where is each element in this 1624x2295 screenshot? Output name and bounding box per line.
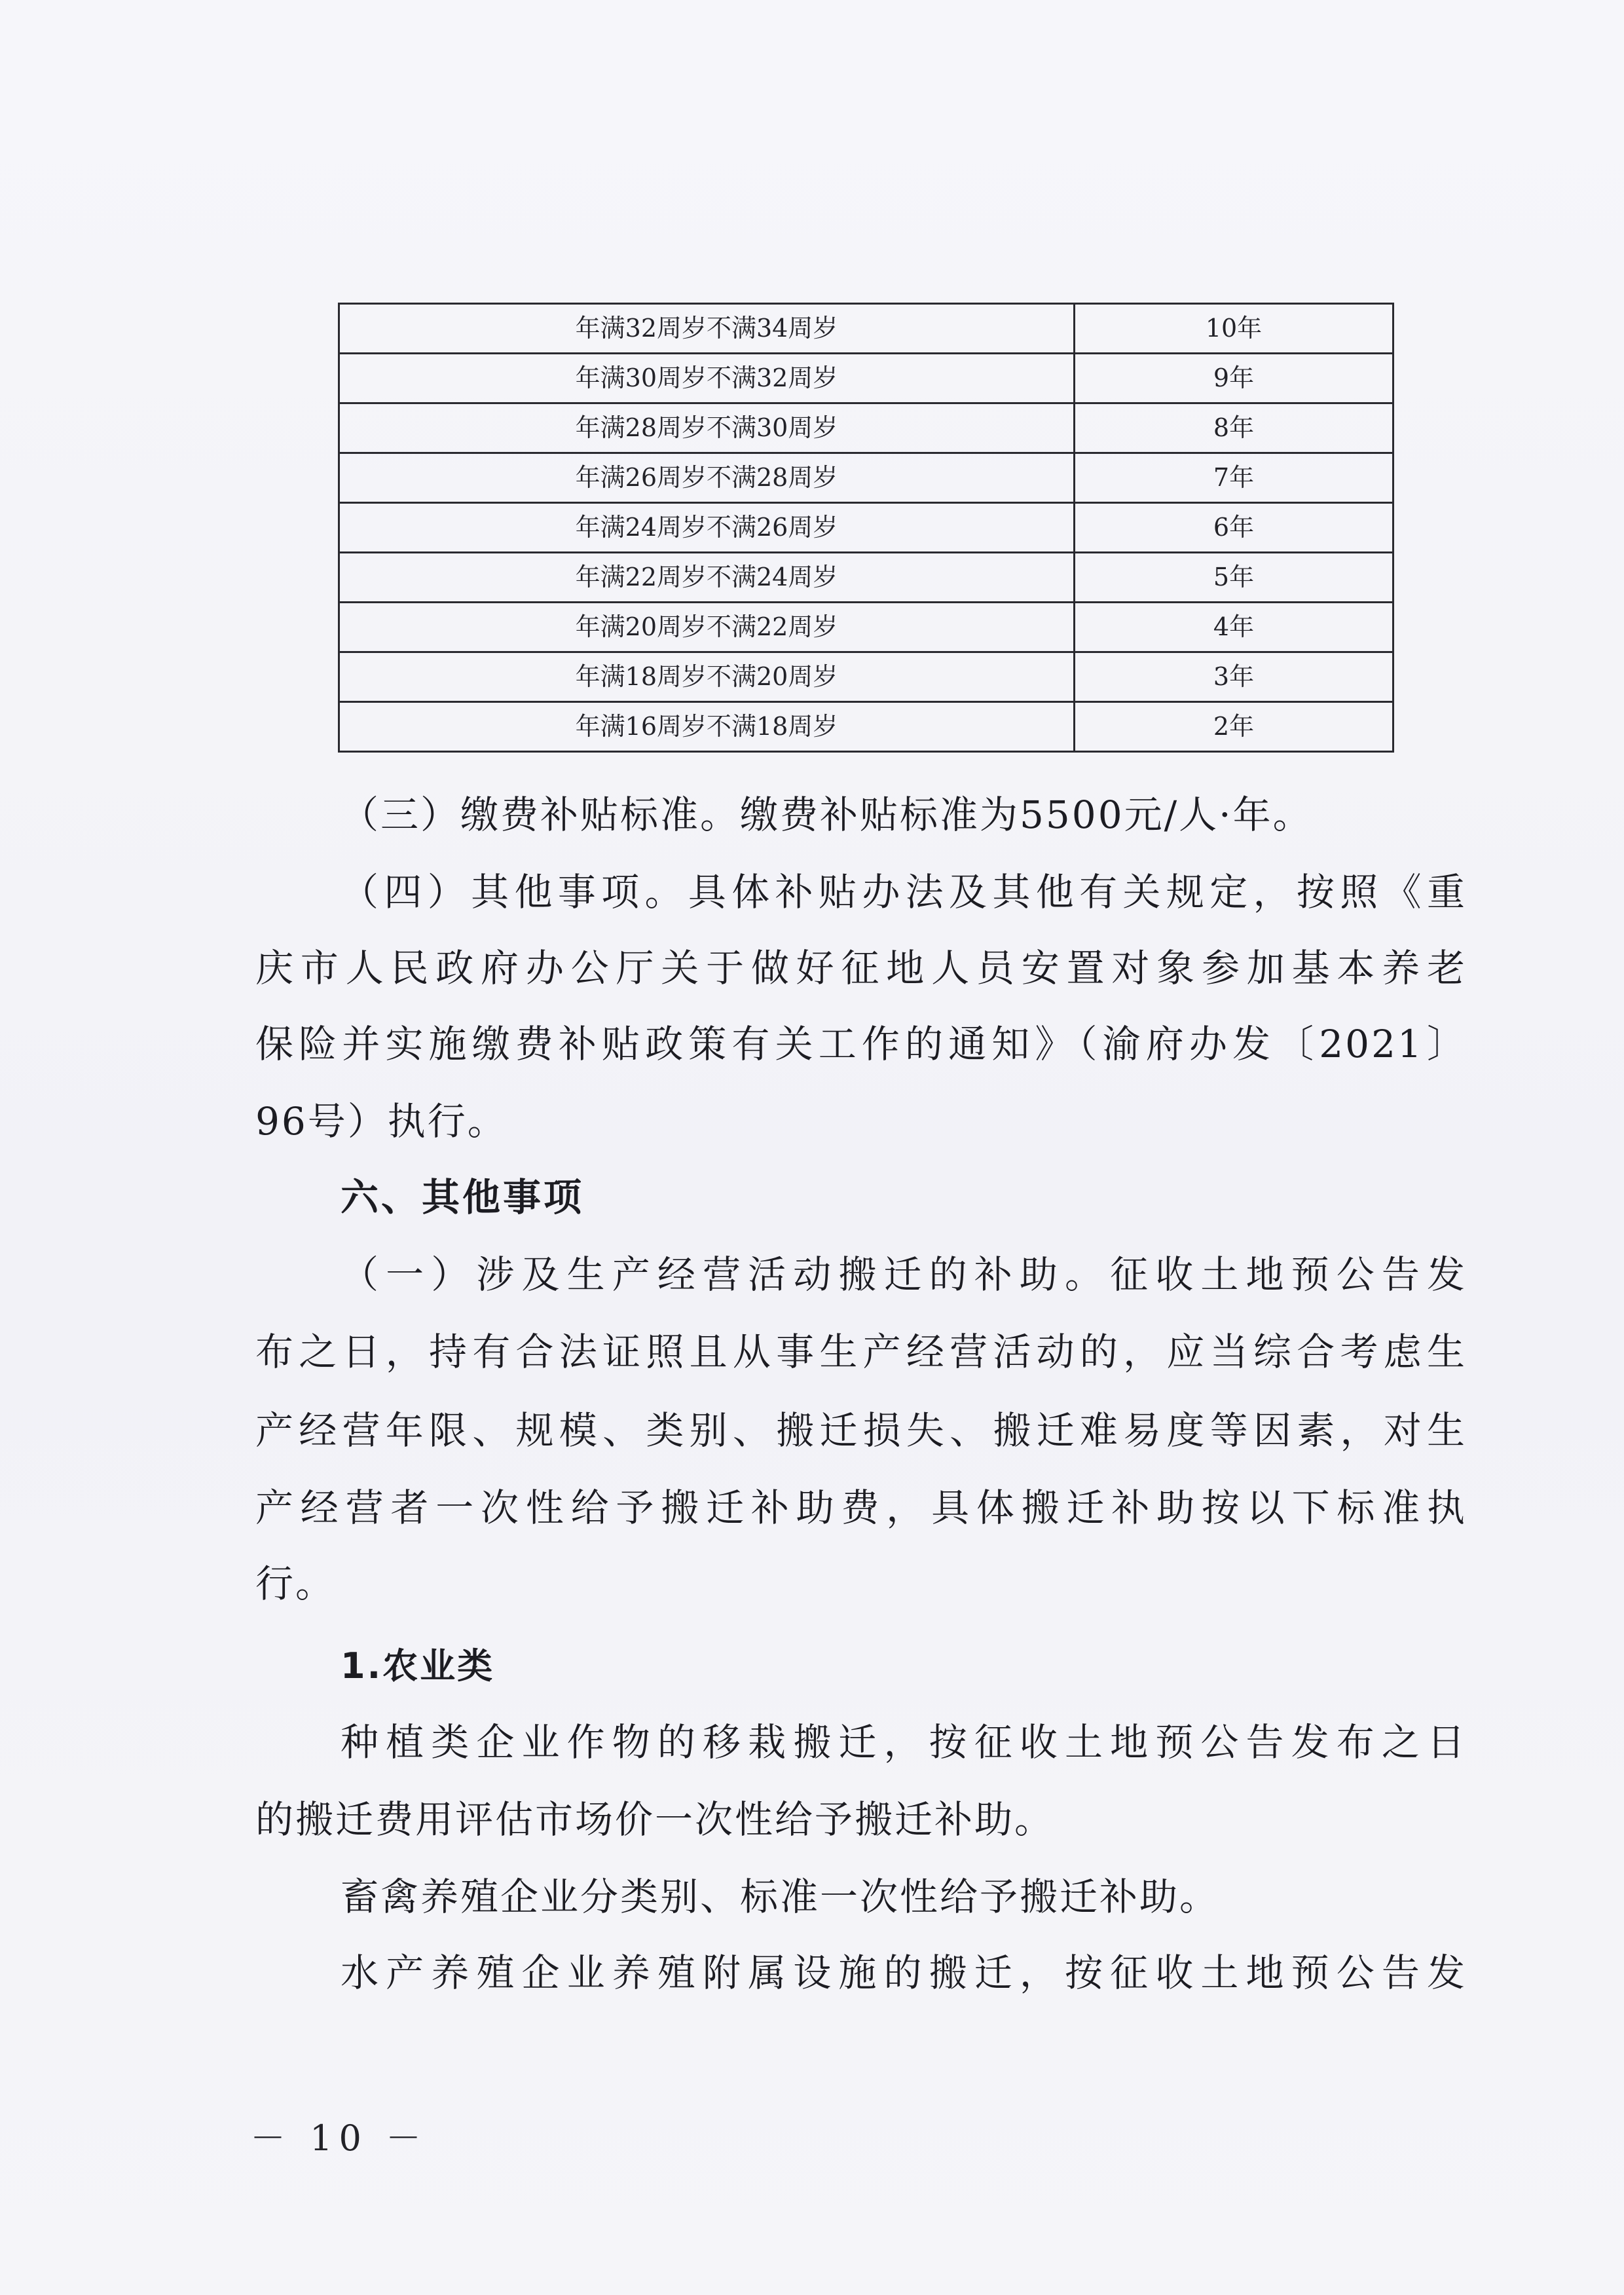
paragraph-planting-line-1: 种植类企业作物的移栽搬迁，按征收土地预公告发布之日 [341,1720,1467,1764]
paragraph-relocation-line-4: 产经营者一次性给予搬迁补助费，具体搬迁补助按以下标准执 [255,1485,1467,1530]
age-range-table [338,303,1394,753]
table-row [339,304,1393,354]
section-6-heading: 六、其他事项 [341,1175,585,1220]
paragraph-relocation-line-3: 产经营年限、规模、类别、搬迁损失、搬迁难易度等因素，对生 [255,1408,1467,1453]
years-cell: 3年 [1075,652,1393,702]
table-row [339,603,1393,652]
table-row [339,503,1393,553]
years-cell: 7年 [1075,453,1393,503]
agriculture-heading: 1.农业类 [341,1645,495,1687]
table-row [339,702,1393,752]
table-row [339,354,1393,403]
paragraph-other-matters-line-2: 庆市人民政府办公厅关于做好征地人员安置对象参加基本养老 [255,946,1467,990]
years-cell: 4年 [1075,603,1393,652]
paragraph-other-matters-line-4: 96号）执行。 [255,1099,507,1144]
page-number: － 10 － [250,2118,428,2159]
table-row [339,403,1393,453]
table-row [339,652,1393,702]
paragraph-planting-line-2: 的搬迁费用评估市场价一次性给予搬迁补助。 [255,1797,1055,1842]
age-range-cell: 年满26周岁不满28周岁 [339,453,1075,503]
age-range-cell: 年满16周岁不满18周岁 [339,702,1075,752]
age-range-cell: 年满30周岁不满32周岁 [339,354,1075,403]
years-cell: 2年 [1075,702,1393,752]
years-cell: 6年 [1075,503,1393,553]
age-range-cell: 年满18周岁不满20周岁 [339,652,1075,702]
paragraph-aquaculture-line-1: 水产养殖企业养殖附属设施的搬迁，按征收土地预公告发 [341,1950,1467,1995]
paragraph-other-matters-line-1: （四）其他事项。具体补贴办法及其他有关规定，按照《重 [341,870,1467,914]
paragraph-livestock: 畜禽养殖企业分类别、标准一次性给予搬迁补助。 [341,1875,1220,1919]
years-cell: 5年 [1075,553,1393,603]
paragraph-relocation-line-5: 行。 [255,1561,336,1606]
age-range-cell: 年满32周岁不满34周岁 [339,304,1075,354]
paragraph-other-matters-line-3: 保险并实施缴费补贴政策有关工作的通知》（渝府办发〔2021〕 [255,1022,1467,1066]
paragraph-relocation-line-2: 布之日，持有合法证照且从事生产经营活动的，应当综合考虑生 [255,1330,1467,1374]
years-cell: 9年 [1075,354,1393,403]
age-range-cell: 年满28周岁不满30周岁 [339,403,1075,453]
table-row [339,553,1393,603]
age-range-table-body [339,304,1393,752]
table-row [339,453,1393,503]
age-range-cell: 年满22周岁不满24周岁 [339,553,1075,603]
years-cell: 8年 [1075,403,1393,453]
years-cell: 10年 [1075,304,1393,354]
age-range-cell: 年满20周岁不满22周岁 [339,603,1075,652]
paragraph-relocation-line-1: （一）涉及生产经营活动搬迁的补助。征收土地预公告发 [341,1252,1467,1297]
paragraph-contribution-standard: （三）缴费补贴标准。缴费补贴标准为5500元/人·年。 [341,793,1313,837]
age-range-cell: 年满24周岁不满26周岁 [339,503,1075,553]
